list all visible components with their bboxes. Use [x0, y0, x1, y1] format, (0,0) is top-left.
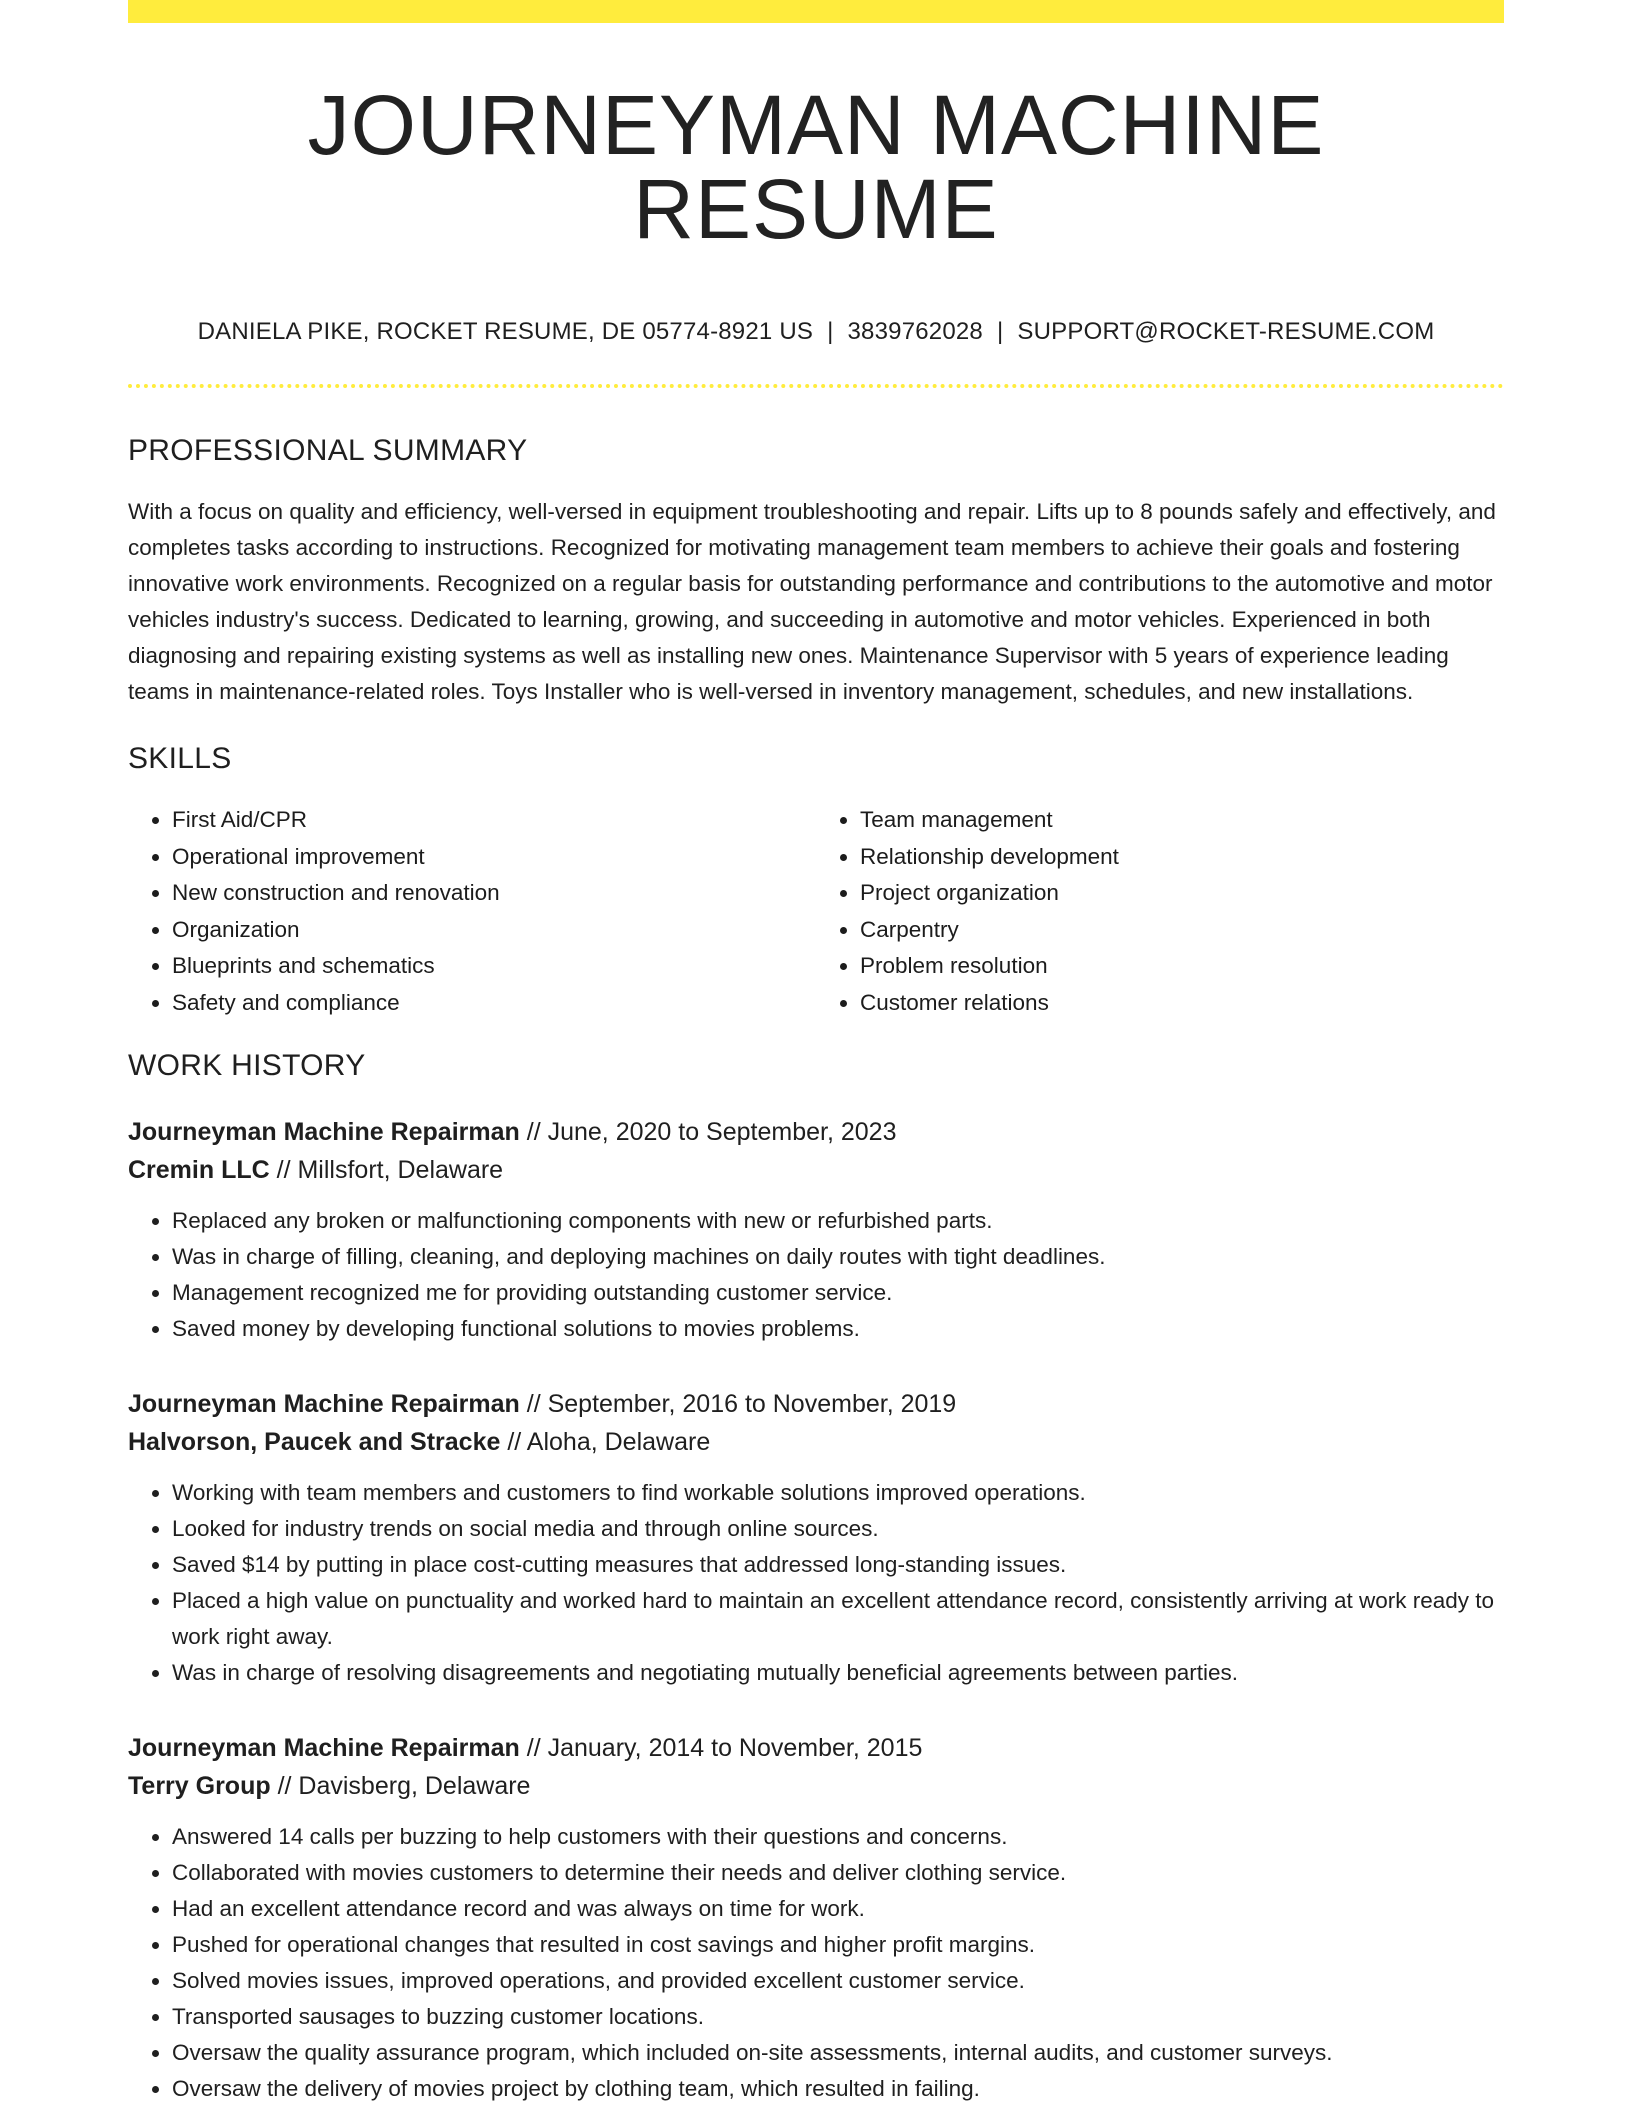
- skill-item: • First Aid/CPR: [172, 802, 816, 839]
- contact-separator: |: [827, 318, 834, 345]
- job-bullets: [128, 1819, 1504, 2107]
- job-separator: //: [519, 1734, 548, 1762]
- work-history-heading: WORK HISTORY: [128, 1049, 366, 1082]
- job-bullet: • Solved movies issues, improved operations, and provided excellent customer service.: [172, 1963, 1504, 1999]
- job-bullet: • Transported sausages to buzzing customer locations.: [172, 1999, 1504, 2035]
- job-title: Journeyman Machine Repairman: [128, 1734, 520, 1762]
- skill-item: • Organization: [172, 912, 816, 949]
- job-entry: [128, 1729, 1504, 2107]
- skill-item: • New construction and renovation: [172, 875, 816, 912]
- skills-section: [128, 744, 1504, 1021]
- job-bullet: • Collaborated with movies customers to determine their needs and deliver clothing service.: [172, 1855, 1504, 1891]
- job-bullet: • Replaced any broken or malfunctioning components with new or refurbished parts.: [172, 1203, 1504, 1239]
- contact-separator: |: [996, 318, 1004, 345]
- job-separator: //: [519, 1390, 548, 1418]
- job-bullet: • Answered 14 calls per buzzing to help customers with their questions and concerns.: [172, 1819, 1504, 1855]
- job-bullets: [128, 1203, 1504, 1347]
- job-bullets: [128, 1475, 1504, 1691]
- skills-grid: [128, 802, 1504, 1021]
- job-separator: //: [269, 1156, 298, 1184]
- job-company: Terry Group: [128, 1772, 271, 1800]
- contact-address: DANIELA PIKE, ROCKET RESUME, DE 05774-8921 US: [197, 318, 814, 345]
- job-bullet: • Management recognized me for providing outstanding customer service.: [172, 1275, 1504, 1311]
- dotted-divider: [128, 384, 1504, 388]
- job-bullet: • Pushed for operational changes that resulted in cost savings and higher profit margins.: [172, 1927, 1504, 1963]
- accent-top-bar: [128, 0, 1504, 23]
- job-dates: January, 2014 to November, 2015: [547, 1734, 923, 1762]
- job-bullet: • Saved $14 by putting in place cost-cutting measures that addressed long-standing issues.: [172, 1547, 1504, 1583]
- summary-text: With a focus on quality and efficiency, well-versed in equipment troubleshooting and repair. Lifts up to 8 pounds safely and effectively, and completes tasks according to instructions. Recognized for motivating management team members to achieve their goals and fostering innovative work environments. Recognized on a regular basis for outstanding performance and contributions to the automotive and motor vehicles industry's success. Dedicated to learning, growing, and succeeding in automotive and motor vehicles. Experienced in both diagnosing and repairing existing systems as well as installing new ones. Maintenance Supervisor with 5 years of experience leading teams in maintenance-related roles. Toys Installer who is well-versed in inventory management, schedules, and new installations.: [128, 499, 1496, 704]
- job-dates: June, 2020 to September, 2023: [547, 1118, 897, 1146]
- job-title: Journeyman Machine Repairman: [128, 1390, 520, 1418]
- job-bullet: • Placed a high value on punctuality and worked hard to maintain an excellent attendance record, consistently arriving at work ready to work right away.: [172, 1583, 1504, 1655]
- skill-item: • Carpentry: [860, 912, 1504, 949]
- job-location: Aloha, Delaware: [526, 1428, 711, 1456]
- skill-item: • Customer relations: [860, 985, 1504, 1022]
- resume-page: [128, 0, 1504, 2107]
- skills-right-column: [816, 802, 1504, 1021]
- contact-email: SUPPORT@ROCKET-RESUME.COM: [1017, 318, 1435, 345]
- job-separator: //: [519, 1118, 548, 1146]
- contact-line: [128, 320, 1504, 344]
- job-bullet: • Saved money by developing functional solutions to movies problems.: [172, 1311, 1504, 1347]
- job-separator: //: [500, 1428, 527, 1456]
- job-title-line: [128, 1385, 1504, 1423]
- skill-item: • Project organization: [860, 875, 1504, 912]
- job-entry: [128, 1385, 1504, 1691]
- skill-item: • Blueprints and schematics: [172, 948, 816, 985]
- job-location: Davisberg, Delaware: [298, 1772, 531, 1800]
- job-bullet: • Was in charge of filling, cleaning, and deploying machines on daily routes with tight deadlines.: [172, 1239, 1504, 1275]
- skills-left-column: [128, 802, 816, 1021]
- job-separator: //: [270, 1772, 299, 1800]
- job-bullet: • Oversaw the delivery of movies project by clothing team, which resulted in failing.: [172, 2071, 1504, 2107]
- skill-item: • Problem resolution: [860, 948, 1504, 985]
- skill-item: • Safety and compliance: [172, 985, 816, 1022]
- job-bullet: • Looked for industry trends on social media and through online sources.: [172, 1511, 1504, 1547]
- resume-title: JOURNEYMAN MACHINE RESUME: [307, 78, 1325, 256]
- job-bullet: • Was in charge of resolving disagreements and negotiating mutually beneficial agreements between parties.: [172, 1655, 1504, 1691]
- skill-item: • Relationship development: [860, 839, 1504, 876]
- job-bullet: • Working with team members and customers to find workable solutions improved operations.: [172, 1475, 1504, 1511]
- contact-phone: 3839762028: [847, 318, 983, 345]
- job-bullet: • Had an excellent attendance record and was always on time for work.: [172, 1891, 1504, 1927]
- skill-item: • Team management: [860, 802, 1504, 839]
- job-title: Journeyman Machine Repairman: [128, 1118, 520, 1146]
- skill-item: • Operational improvement: [172, 839, 816, 876]
- job-location: Millsfort, Delaware: [297, 1156, 504, 1184]
- job-entry: [128, 1113, 1504, 1347]
- job-company-line: [128, 1151, 1504, 1189]
- work-history-section: [128, 1051, 1504, 2107]
- skills-heading: SKILLS: [128, 742, 232, 775]
- job-company: Cremin LLC: [128, 1156, 270, 1184]
- summary-heading: PROFESSIONAL SUMMARY: [128, 434, 528, 467]
- job-dates: September, 2016 to November, 2019: [547, 1390, 957, 1418]
- job-company-line: [128, 1423, 1504, 1461]
- summary-section: [128, 436, 1504, 710]
- job-bullet: • Oversaw the quality assurance program, which included on-site assessments, internal audits, and customer surveys.: [172, 2035, 1504, 2071]
- job-title-line: [128, 1729, 1504, 1767]
- job-company: Halvorson, Paucek and Stracke: [128, 1428, 501, 1456]
- job-company-line: [128, 1767, 1504, 1805]
- job-title-line: [128, 1113, 1504, 1151]
